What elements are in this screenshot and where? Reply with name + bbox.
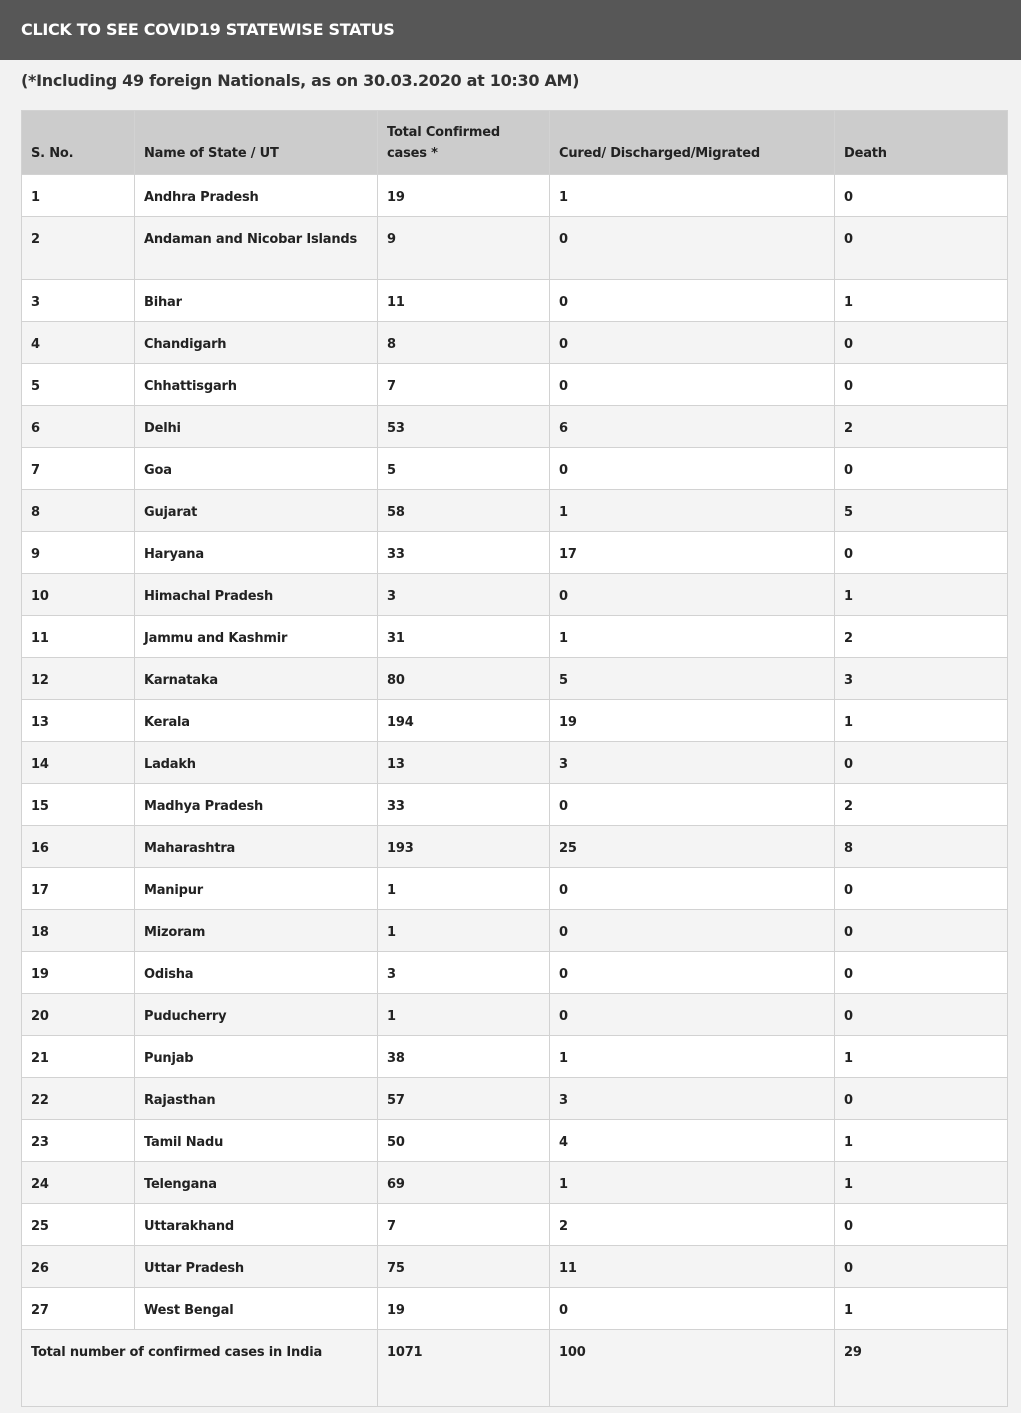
cell-death: 2 [835,616,1008,658]
table-body [22,175,1008,1330]
cell-confirmed: 1 [378,868,550,910]
table-row [22,994,1008,1036]
cell-cured: 0 [550,448,835,490]
cell-cured: 0 [550,280,835,322]
table-row [22,910,1008,952]
cell-sno: 24 [22,1162,135,1204]
cell-death: 1 [835,280,1008,322]
cell-confirmed: 7 [378,364,550,406]
cell-confirmed: 194 [378,700,550,742]
cell-cured: 1 [550,1036,835,1078]
cell-state-name: Madhya Pradesh [135,784,378,826]
cell-state-name: Tamil Nadu [135,1120,378,1162]
cell-state-name: Haryana [135,532,378,574]
table-row [22,658,1008,700]
cell-death: 0 [835,952,1008,994]
cell-cured: 0 [550,364,835,406]
cell-state-name: Telengana [135,1162,378,1204]
cell-death: 0 [835,742,1008,784]
cell-confirmed: 69 [378,1162,550,1204]
table-row [22,364,1008,406]
table-row [22,1162,1008,1204]
cell-sno: 20 [22,994,135,1036]
cell-cured: 0 [550,910,835,952]
cell-state-name: Goa [135,448,378,490]
cell-state-name: Himachal Pradesh [135,574,378,616]
cell-sno: 26 [22,1246,135,1288]
column-header-state: Name of State / UT [135,111,378,175]
cell-sno: 1 [22,175,135,217]
table-row [22,1036,1008,1078]
total-cured: 100 [550,1330,835,1407]
table-row [22,217,1008,280]
cell-state-name: Delhi [135,406,378,448]
cell-death: 0 [835,217,1008,280]
table-row [22,1288,1008,1330]
table-row [22,406,1008,448]
cell-cured: 1 [550,616,835,658]
cell-death: 0 [835,1204,1008,1246]
cell-cured: 25 [550,826,835,868]
cell-sno: 25 [22,1204,135,1246]
cell-confirmed: 75 [378,1246,550,1288]
cell-state-name: Gujarat [135,490,378,532]
cell-cured: 0 [550,574,835,616]
cell-state-name: Chandigarh [135,322,378,364]
cell-confirmed: 33 [378,532,550,574]
cell-state-name: Jammu and Kashmir [135,616,378,658]
cell-cured: 3 [550,742,835,784]
cell-cured: 2 [550,1204,835,1246]
table-row [22,1246,1008,1288]
table-row [22,952,1008,994]
table-row [22,868,1008,910]
column-header-death: Death [835,111,1008,175]
cell-cured: 1 [550,490,835,532]
table-row [22,1204,1008,1246]
cell-cured: 0 [550,217,835,280]
cell-confirmed: 7 [378,1204,550,1246]
table-row [22,826,1008,868]
table-row [22,742,1008,784]
cell-confirmed: 13 [378,742,550,784]
cell-sno: 10 [22,574,135,616]
cell-sno: 13 [22,700,135,742]
cell-death: 8 [835,826,1008,868]
cell-state-name: West Bengal [135,1288,378,1330]
table-row [22,322,1008,364]
cell-confirmed: 193 [378,826,550,868]
table-row [22,490,1008,532]
cell-confirmed: 57 [378,1078,550,1120]
cell-sno: 22 [22,1078,135,1120]
cell-sno: 14 [22,742,135,784]
cell-state-name: Andaman and Nicobar Islands [135,217,378,280]
cell-confirmed: 38 [378,1036,550,1078]
table-row [22,574,1008,616]
statewise-table [21,110,1008,1407]
cell-state-name: Andhra Pradesh [135,175,378,217]
cell-cured: 1 [550,1162,835,1204]
table-row [22,700,1008,742]
total-death: 29 [835,1330,1008,1407]
cell-death: 0 [835,994,1008,1036]
cell-death: 2 [835,406,1008,448]
cell-confirmed: 1 [378,910,550,952]
cell-confirmed: 3 [378,574,550,616]
cell-sno: 12 [22,658,135,700]
total-row [22,1330,1008,1407]
cell-death: 1 [835,574,1008,616]
cell-sno: 5 [22,364,135,406]
cell-confirmed: 80 [378,658,550,700]
cell-confirmed: 11 [378,280,550,322]
table-row [22,616,1008,658]
cell-sno: 23 [22,1120,135,1162]
cell-death: 1 [835,1162,1008,1204]
cell-cured: 11 [550,1246,835,1288]
cell-cured: 0 [550,952,835,994]
cell-state-name: Rajasthan [135,1078,378,1120]
cell-cured: 0 [550,868,835,910]
cell-state-name: Odisha [135,952,378,994]
cell-confirmed: 50 [378,1120,550,1162]
cell-cured: 0 [550,994,835,1036]
cell-confirmed: 33 [378,784,550,826]
cell-death: 1 [835,1288,1008,1330]
table-row [22,532,1008,574]
cell-state-name: Uttarakhand [135,1204,378,1246]
cell-state-name: Chhattisgarh [135,364,378,406]
column-header-sno: S. No. [22,111,135,175]
cell-death: 0 [835,448,1008,490]
cell-sno: 8 [22,490,135,532]
cell-cured: 3 [550,1078,835,1120]
cell-state-name: Puducherry [135,994,378,1036]
cell-death: 0 [835,910,1008,952]
cell-state-name: Mizoram [135,910,378,952]
cell-confirmed: 19 [378,175,550,217]
cell-cured: 4 [550,1120,835,1162]
cell-death: 0 [835,322,1008,364]
cell-state-name: Kerala [135,700,378,742]
cell-confirmed: 5 [378,448,550,490]
cell-sno: 15 [22,784,135,826]
cell-death: 1 [835,1036,1008,1078]
cell-cured: 17 [550,532,835,574]
cell-confirmed: 53 [378,406,550,448]
page-subtitle: (*Including 49 foreign Nationals, as on 30.03.2020 at 10:30 AM) [21,71,580,90]
cell-death: 3 [835,658,1008,700]
cell-sno: 7 [22,448,135,490]
cell-sno: 27 [22,1288,135,1330]
total-confirmed: 1071 [378,1330,550,1407]
total-label: Total number of confirmed cases in India [22,1330,378,1407]
cell-sno: 6 [22,406,135,448]
cell-sno: 9 [22,532,135,574]
cell-cured: 6 [550,406,835,448]
cell-sno: 21 [22,1036,135,1078]
table-row [22,1078,1008,1120]
cell-death: 0 [835,868,1008,910]
cell-state-name: Punjab [135,1036,378,1078]
cell-sno: 11 [22,616,135,658]
cell-cured: 1 [550,175,835,217]
cell-confirmed: 1 [378,994,550,1036]
table-row [22,1120,1008,1162]
header-title: CLICK TO SEE COVID19 STATEWISE STATUS [21,20,395,39]
cell-death: 0 [835,364,1008,406]
cell-death: 1 [835,700,1008,742]
cell-confirmed: 19 [378,1288,550,1330]
column-header-confirmed: Total Confirmed cases * [378,111,550,175]
table-footer [22,1330,1008,1407]
cell-death: 2 [835,784,1008,826]
cell-confirmed: 3 [378,952,550,994]
cell-cured: 0 [550,1288,835,1330]
table-row [22,784,1008,826]
cell-death: 0 [835,175,1008,217]
cell-death: 1 [835,1120,1008,1162]
cell-sno: 16 [22,826,135,868]
cell-state-name: Bihar [135,280,378,322]
table-row [22,175,1008,217]
cell-confirmed: 9 [378,217,550,280]
cell-sno: 17 [22,868,135,910]
cell-state-name: Maharashtra [135,826,378,868]
cell-confirmed: 31 [378,616,550,658]
cell-death: 0 [835,532,1008,574]
cell-state-name: Karnataka [135,658,378,700]
cell-cured: 0 [550,784,835,826]
cell-sno: 4 [22,322,135,364]
cell-death: 0 [835,1078,1008,1120]
cell-state-name: Ladakh [135,742,378,784]
cell-sno: 18 [22,910,135,952]
cell-state-name: Uttar Pradesh [135,1246,378,1288]
cell-state-name: Manipur [135,868,378,910]
statewise-status-toggle[interactable] [0,0,1021,60]
cell-death: 5 [835,490,1008,532]
cell-death: 0 [835,1246,1008,1288]
cell-cured: 19 [550,700,835,742]
cell-sno: 3 [22,280,135,322]
column-header-cured: Cured/ Discharged/Migrated [550,111,835,175]
cell-sno: 2 [22,217,135,280]
table-header [22,111,1008,175]
cell-cured: 5 [550,658,835,700]
cell-confirmed: 58 [378,490,550,532]
cell-cured: 0 [550,322,835,364]
cell-sno: 19 [22,952,135,994]
table-row [22,448,1008,490]
table-row [22,280,1008,322]
cell-confirmed: 8 [378,322,550,364]
